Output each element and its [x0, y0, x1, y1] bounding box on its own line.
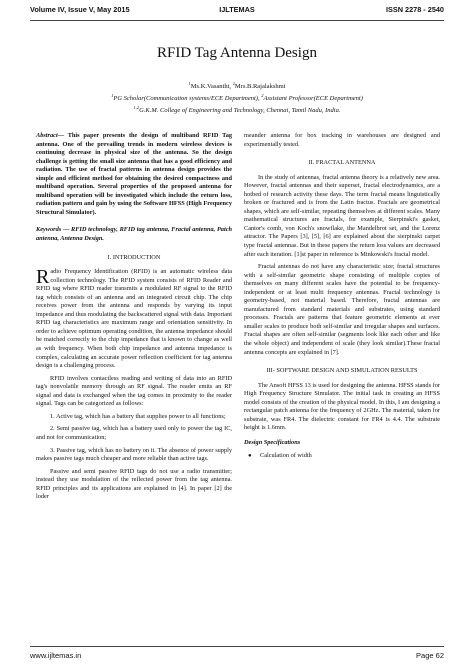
fractal-paragraph-1: In the study of antennas, fractal antenna theory is a relatively new area. However, fractal antennas and their superset, fractal electrodynamics, are a hotbed of research activity these days. The term fractal means linguistically broken or fractured and is from the Latin fractus. Fractals are geometrical shapes, which are self-similar, repeating themselves at different scales. Many mathematical structures are fractals, for example, Sierpinski's gasket, Cantor's comb, von Koch's snowflake, the Mandelbrot set, and the Lorenz attractor. The Papers [3], [5], [6] are explained about the sierpinski carpet type fractal antennas. But in these papers the return loss values are decreased after each iteration. [1]st paper in reference is Minkowski's fractal model.: [244, 173, 440, 258]
header-rule: [30, 20, 444, 21]
abstract-label: Abstract—: [36, 132, 64, 139]
bullet-dot-icon: ●: [248, 452, 252, 459]
keywords: Keywords — RFID technology, RFID tag antenna, Fractal antenna, Patch antenna, Antenna Design.: [36, 226, 232, 243]
section-2-title: II. FRACTAL ANTENNA: [308, 159, 376, 167]
intro-paragraph-2: RFID involves contactless reading and writing of data into an RFID tag's nonvolatile memory through an RF signal. The reader emits an RF signal and data is exchanged when the tag comes in proximity to the reader signal. Tags can be categorized as follows:: [36, 374, 232, 408]
fractal-paragraph-2: Fractal antennas do not have any characteristic size; fractal structures with a self-similar geometric shape consisting of multiple copies of themselves on many different scales have the potential to be frequency-independent or at least multi frequency antennas. Fractal technology is geometry-based, not material based. Therefore, fractal antennas are manufactured from standard materials and substrates, using standard processes. Fractals are patterns that feature geometric elements at ever smaller scales to produce both self-similar and irregular shapes and surfaces. Fractal shapes are often self-similar (segments look like each other and like the whole object) and independent of scale (they look similar).These fractal antenna concepts are explained in [7].: [244, 263, 440, 356]
affiliation-college: [30, 104, 444, 116]
bullet-item: [244, 452, 440, 461]
aff-pg: PG Scholar(Communication systems/ECE Department),: [113, 95, 260, 102]
design-specifications-heading: Design Specifications: [244, 438, 301, 446]
section-3-title: III- SOFTWARE DESIGN AND SIMULATION RESULTS: [266, 367, 418, 375]
aff-mark-1: 1: [111, 93, 114, 98]
page-number: Page 62: [416, 651, 444, 660]
abstract-text: This paper presents the design of multiband RFID Tag antenna. One of the prevailing trends in modern wireless devices is continuing decrease in physical size of the antenna. So the design challenge is getting the small size antenna that has a good efficiency and radiation. The use of fractal patterns in antenna design provides the simple and efficient method for obtaining the desired compactness and multiband operation. Several properties of the proposed antenna for multiband operation will be investigated which include the return loss, radiation pattern and gain by using the Software HFSS (High Frequency Structural Simulator).: [36, 132, 232, 216]
tag-type-active: 1. Active tag, which has a battery that supplies power to all functions;: [50, 412, 226, 420]
tag-type-passive: 3. Passive tag, which has no battery on it. The absence of power supply makes passive tags much cheaper and more reliable than active tags.: [36, 446, 232, 463]
journal-issn: ISSN 2278 - 2540: [385, 5, 444, 14]
aff-college: G.K.M. College of Engineering and Technology, Chennai, Tamil Nadu, India.: [139, 107, 341, 114]
aff-mark-2: 2: [261, 93, 264, 98]
author-mark-1: 1: [188, 81, 191, 86]
right-column: [244, 132, 440, 464]
affiliation-roles: [30, 92, 444, 104]
author-mark-2: 2: [232, 81, 235, 86]
intro-paragraph-1: [36, 268, 232, 371]
section-1-title: I. INTRODUCTION: [107, 253, 161, 261]
journal-name: IJLTEMAS: [219, 5, 255, 14]
paper-title: RFID Tag Antenna Design: [157, 45, 317, 61]
bullet-text: Calculation of width: [260, 451, 312, 459]
authors: [30, 80, 444, 92]
footer-url[interactable]: www.ijltemas.in: [30, 651, 82, 660]
intro-p1-text: adio Frequency Identification (RFID) is an automatic wireless data collection technology. The RFID system consists of RFID Reader and RFID tag where RFID reader transmits a modulated RF signal to the RFID tag which consists of an antenna and an integrated circuit chip. The chip receives power from the antenna and responds by varying its input impedance and thus modulating the backscattered signal with data. Important RFID tag characteristics are maximum range and orientation sensitivity. In order to achieve optimum operating condition, the antenna impedance should be matched correctly to the chip impedance that is known to change as well as with frequency. When both chip impedance and antenna impedance is complex, calculating an accurate power reflection coefficient for tag antenna design is a challenging process.: [36, 268, 232, 370]
left-column: [36, 132, 232, 506]
footer-rule: [30, 646, 444, 647]
author-1: Ms.K.Vasanthi,: [190, 83, 232, 90]
intro-paragraph-6: Passive and semi passive RFID tags do not use a radio transmitter; instead they use modulation of the reflected power from the tag antenna. RFID principles and its applications are explained in [4]. In paper [2] the loder: [36, 467, 232, 501]
abstract: [36, 132, 232, 217]
tag-type-semi-passive: 2. Semi passive tag, which has a battery used only to power the tag IC, and not for communication;: [36, 425, 232, 441]
author-2: Mrs.B.Rajalakshmi: [234, 83, 286, 90]
software-paragraph: The Ansoft HFSS 13 is used for designing the antenna. HFSS stands for High Frequency Structure Simulator. The initial task in creating an HFSS model consists of the creation of the physical model. In this, I am designing a rectangular patch antenna for the frequency of 2GHz. The material, taken for substrate, was FR4. The dielectric constant for FR4 is 4.4. The substrate height is 1.6mm.: [244, 381, 440, 432]
aff-ap: Assistant Professor(ECE Department): [263, 95, 363, 102]
aff-mark-12: 1,2: [133, 105, 140, 110]
page-header: [30, 5, 444, 21]
drop-cap: R: [36, 266, 50, 289]
page-footer: [30, 651, 444, 663]
journal-volume: Volume IV, Issue V, May 2015: [30, 5, 130, 14]
continued-paragraph: meander antenna for box tracking in warehouses are designed and experimentally tested.: [244, 132, 440, 148]
